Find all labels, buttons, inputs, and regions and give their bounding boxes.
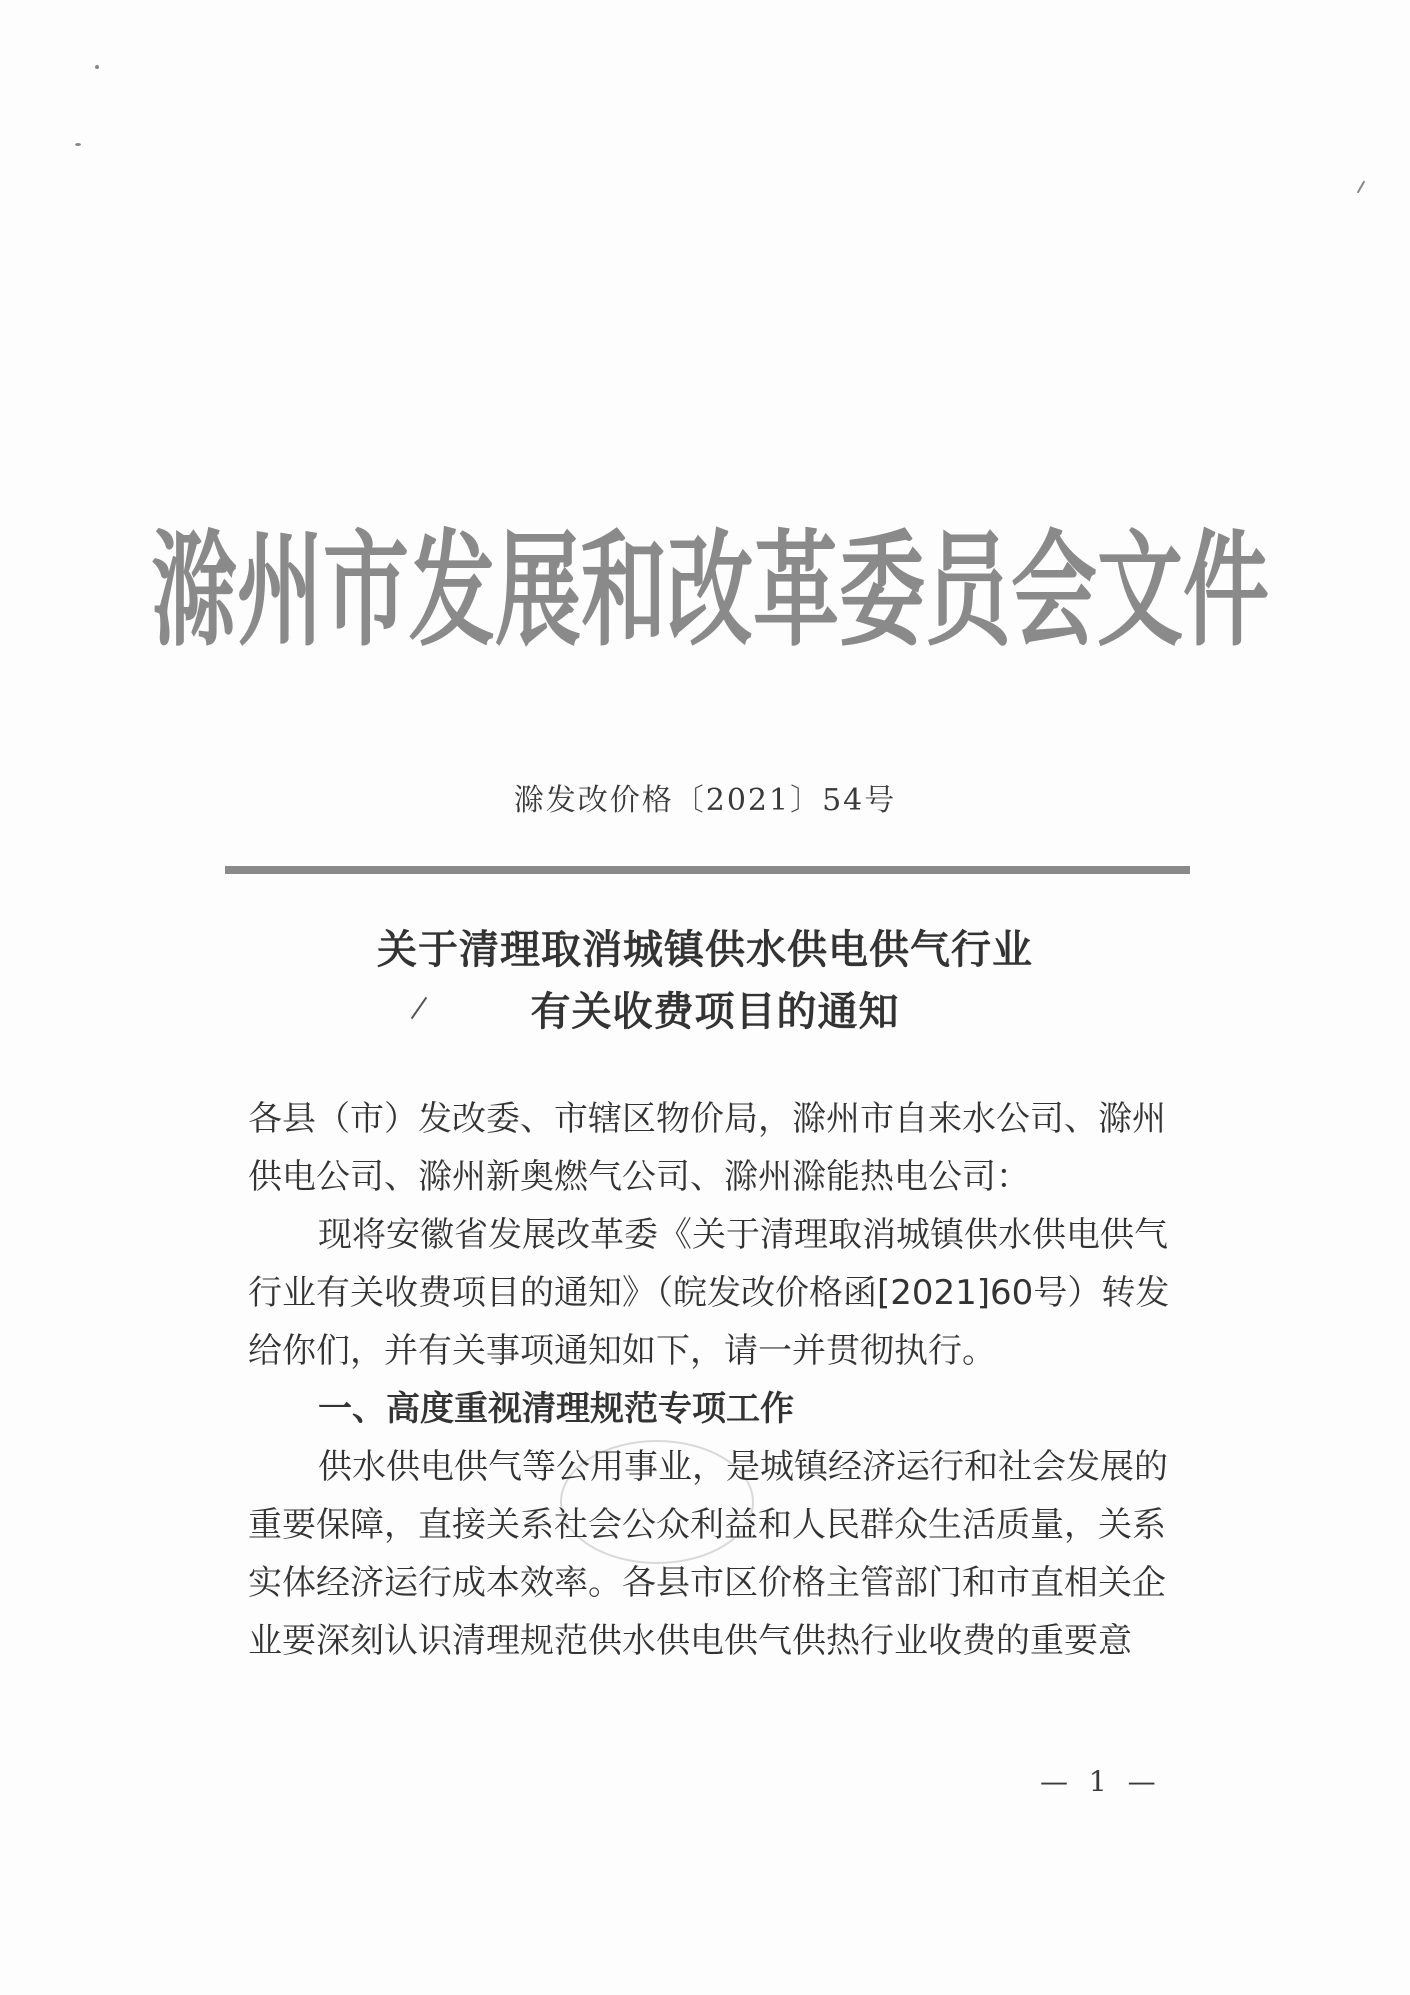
paragraph-line: 行业有关收费项目的通知》（皖发改价格函[2021]60号）转发 — [248, 1273, 1170, 1313]
paragraph-line: 供水供电供气等公用事业，是城镇经济运行和社会发展的 — [318, 1447, 1168, 1487]
header-divider — [225, 866, 1190, 874]
paragraph-line: 给你们，并有关事项通知如下，请一并贯彻执行。 — [248, 1331, 996, 1371]
section-heading: 一、高度重视清理规范专项工作 — [318, 1389, 794, 1429]
document-masthead: 滁州市发展和改革委员会文件 — [151, 517, 1269, 665]
document-number: 滁发改价格〔2021〕54号 — [513, 783, 897, 818]
addressee-line: 各县（市）发改委、市辖区物价局，滁州市自来水公司、滁州 — [248, 1099, 1166, 1139]
document-title-line-2: 有关收费项目的通知 — [530, 989, 900, 1035]
scan-speck — [75, 143, 81, 146]
paragraph-line: 实体经济运行成本效率。各县市区价格主管部门和市直相关企 — [248, 1563, 1166, 1603]
document-title-line-1: 关于清理取消城镇供水供电供气行业 — [377, 927, 1033, 973]
scan-speck — [95, 65, 99, 69]
scan-speck — [1357, 180, 1366, 193]
paragraph-line: 重要保障，直接关系社会公众利益和人民群众生活质量，关系 — [248, 1505, 1166, 1545]
page-number: — 1 — — [1040, 1765, 1162, 1798]
addressee-line: 供电公司、滁州新奥燃气公司、滁州滁能热电公司： — [248, 1157, 1030, 1197]
paragraph-line: 现将安徽省发展改革委《关于清理取消城镇供水供电供气 — [318, 1215, 1168, 1255]
paragraph-line: 业要深刻认识清理规范供水供电供气供热行业收费的重要意 — [248, 1621, 1132, 1661]
